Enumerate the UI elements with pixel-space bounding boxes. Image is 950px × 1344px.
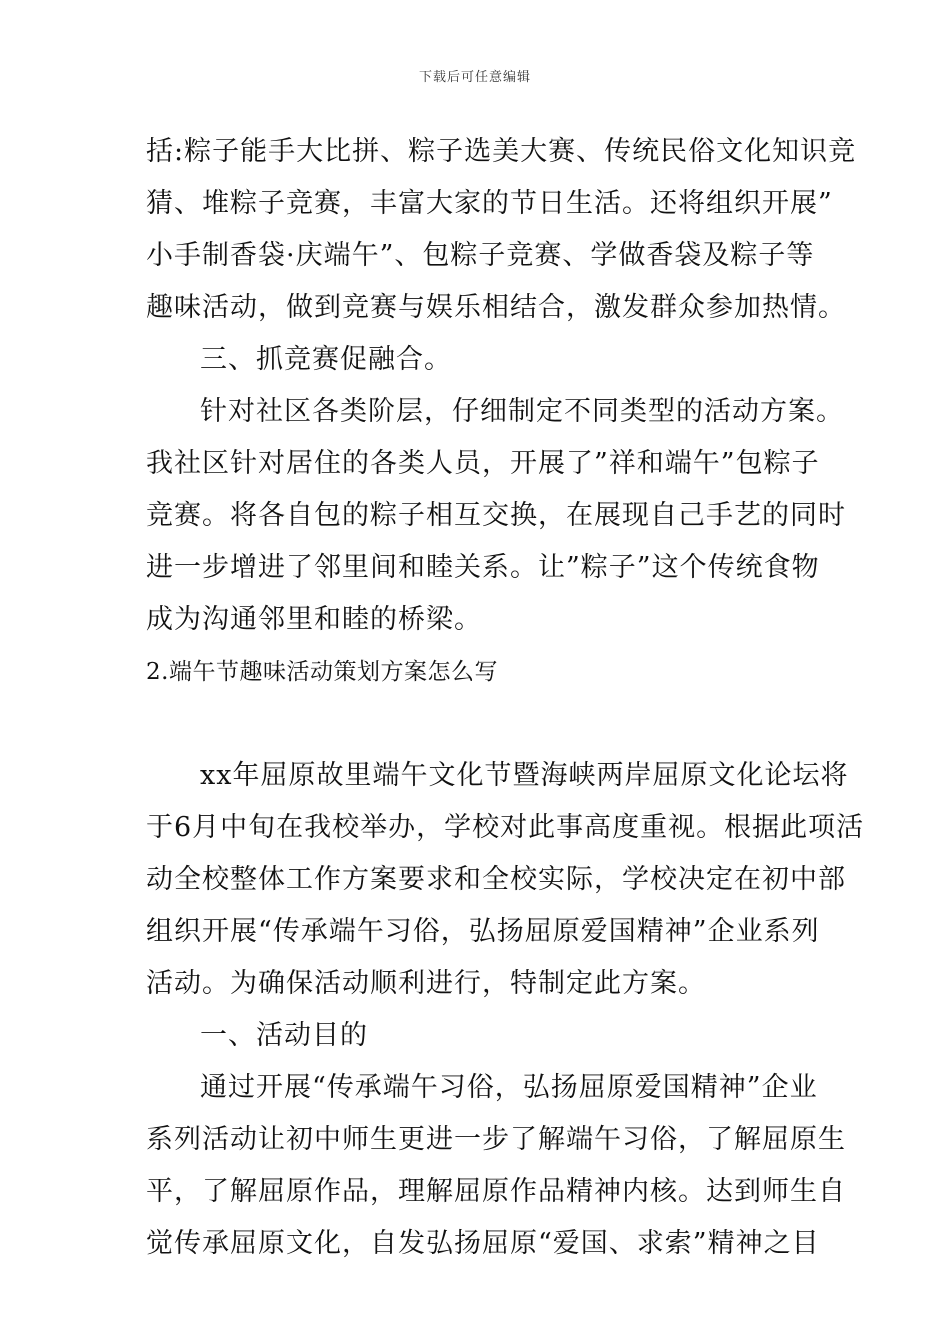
- paragraph-purpose: [146, 1062, 846, 1270]
- text-line: 我社区针对居住的各类人员，开展了”祥和端午”包粽子: [146, 448, 820, 479]
- section-heading-one: [146, 1010, 811, 1062]
- text-line: 趣味活动，做到竞赛与娱乐相结合，激发群众参加热情。: [146, 292, 846, 323]
- text-line: 成为沟通邻里和睦的桥梁。: [146, 604, 482, 635]
- paragraph-community-plan: [146, 386, 846, 646]
- document-body: [146, 126, 865, 1270]
- text-line: 觉传承屈原文化，自发弘扬屈原“爱国、求索”精神之目: [146, 1228, 820, 1259]
- text-line: 竞赛。将各自包的粽子相互交换，在展现自己手艺的同时: [146, 500, 846, 531]
- blank-line: [146, 698, 811, 750]
- text-line: 动全校整体工作方案要求和全校实际，学校决定在初中部: [146, 864, 846, 895]
- article-heading: [146, 646, 811, 698]
- text-line: 平，了解屈原作品，理解屈原作品精神内核。达到师生自: [146, 1176, 846, 1207]
- text-line: 于6月中旬在我校举办，学校对此事高度重视。根据此项活: [146, 812, 865, 843]
- text-line: 针对社区各类阶层，仔细制定不同类型的活动方案。: [200, 396, 844, 427]
- text-line: 一、活动目的: [200, 1020, 368, 1051]
- text-line: xx年屈原故里端午文化节暨海峡两岸屈原文化论坛将: [200, 760, 849, 791]
- text-line: 三、抓竞赛促融合。: [200, 344, 452, 375]
- text-line: 系列活动让初中师生更进一步了解端午习俗，了解屈原生: [146, 1124, 846, 1155]
- text-line: 组织开展“传承端午习俗，弘扬屈原爱国精神”企业系列: [146, 916, 820, 947]
- section-heading-three: [146, 334, 811, 386]
- text-line: 通过开展“传承端午习俗，弘扬屈原爱国精神”企业: [200, 1072, 818, 1103]
- text-line: 小手制香袋·庆端午”、包粽子竞赛、学做香袋及粽子等: [146, 240, 815, 271]
- heading-text: 2.端午节趣味活动策划方案怎么写: [146, 659, 498, 685]
- paragraph-intro: [146, 750, 865, 1010]
- page-header: 下载后可任意编辑: [418, 70, 531, 85]
- text-line: 活动。为确保活动顺利进行，特制定此方案。: [146, 968, 706, 999]
- paragraph-activities-list: [146, 126, 857, 334]
- text-line: 猜、堆粽子竞赛，丰富大家的节日生活。还将组织开展”: [146, 188, 833, 219]
- text-line: 括:粽子能手大比拼、粽子选美大赛、传统民俗文化知识竞: [146, 136, 857, 167]
- text-line: 进一步增进了邻里间和睦关系。让”粽子”这个传统食物: [146, 552, 820, 583]
